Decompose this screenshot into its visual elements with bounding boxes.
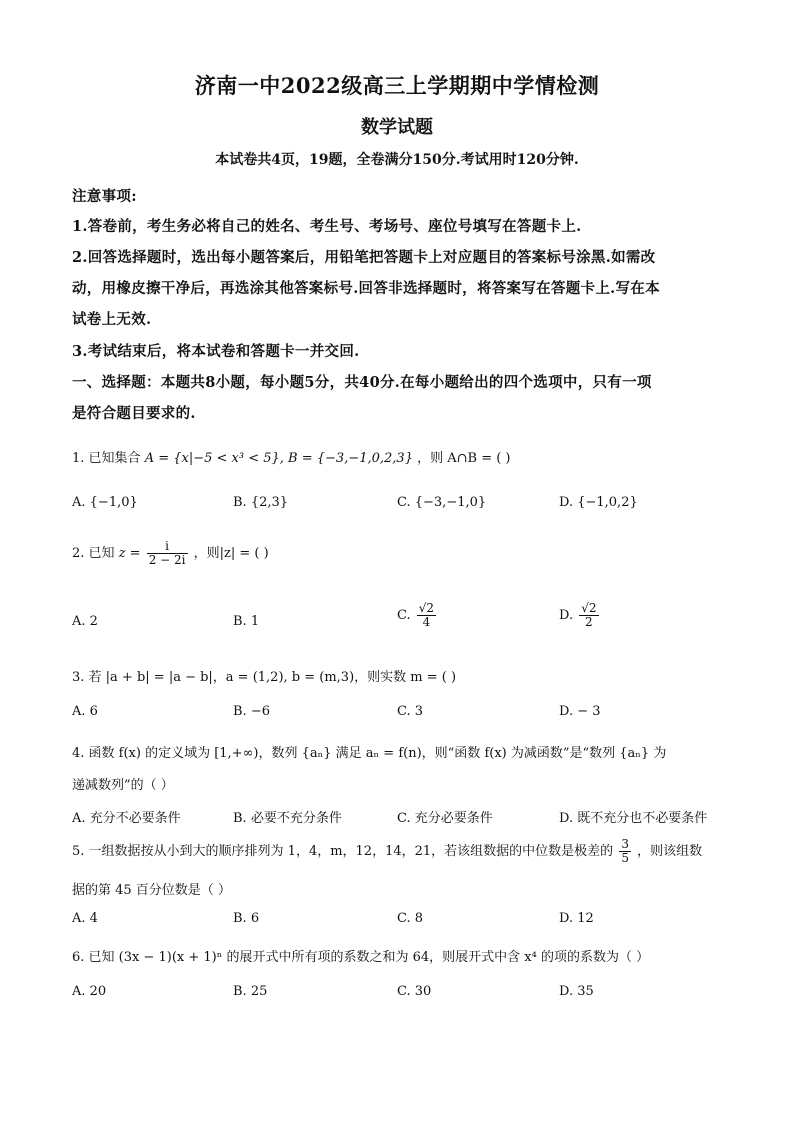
option-c-label: C. bbox=[397, 608, 411, 624]
option-c-fraction bbox=[417, 602, 436, 629]
note-item-3: 3.考试结束后，将本试卷和答题卡一并交回. bbox=[72, 343, 360, 360]
fraction-denominator: 2 bbox=[579, 615, 598, 629]
question-5-text-a: 5. 一组数据按从小到大的顺序排列为 1，4，m，12，14，21，若该组数据的中位数是极差的 bbox=[72, 844, 614, 860]
question-2-option-b: B. 1 bbox=[233, 614, 260, 629]
question-4-option-a: A. 充分不必要条件 bbox=[72, 811, 181, 826]
fraction-denominator: 5 bbox=[621, 851, 629, 866]
question-3-option-b: B. −6 bbox=[233, 704, 270, 719]
question-5-stem-line-2: 据的第 45 百分位数是（ ） bbox=[72, 883, 231, 898]
question-5-option-d: D. 12 bbox=[559, 911, 594, 926]
question-5-option-c: C. 8 bbox=[397, 911, 424, 926]
fraction-numerator: 3 bbox=[621, 837, 629, 851]
question-2-fraction bbox=[147, 540, 188, 567]
question-1-stem bbox=[72, 447, 511, 466]
question-4-option-b: B. 必要不充分条件 bbox=[233, 811, 342, 826]
question-6-stem: 6. 已知 (3x − 1)(x + 1)ⁿ 的展开式中所有项的系数之和为 64，则展开式中含 x⁴ 的项的系数为（ ） bbox=[72, 950, 650, 965]
question-6-option-c: C. 30 bbox=[397, 984, 432, 999]
exam-info: 本试卷共4页，19题，全卷满分150分.考试用时120分钟. bbox=[215, 152, 579, 168]
subject-title: 数学试题 bbox=[361, 117, 433, 138]
question-1-option-c: C. {−3,−1,0} bbox=[397, 495, 487, 510]
question-6-option-b: B. 25 bbox=[233, 984, 268, 999]
question-2-var: z = bbox=[118, 546, 141, 562]
question-1-option-d: D. {−1,0,2} bbox=[559, 495, 638, 510]
question-4-option-c: C. 充分必要条件 bbox=[397, 811, 493, 826]
question-5-stem-line-1 bbox=[72, 838, 702, 865]
note-item-1: 1.答卷前，考生务必将自己的姓名、考生号、考场号、座位号填写在答题卡上. bbox=[72, 218, 582, 235]
fraction-numerator: i bbox=[165, 539, 170, 553]
question-2-stem bbox=[72, 540, 269, 567]
question-3-option-c: C. 3 bbox=[397, 704, 424, 719]
note-item-2-line-2: 动，用橡皮擦干净后，再选涂其他答案标号.回答非选择题时，将答案写在答题卡上.写在本 bbox=[72, 280, 660, 297]
question-4-option-d: D. 既不充分也不必要条件 bbox=[559, 811, 708, 826]
question-6-option-d: D. 35 bbox=[559, 984, 594, 999]
exam-title: 济南一中2022级高三上学期期中学情检测 bbox=[194, 73, 600, 98]
question-5-fraction bbox=[619, 838, 631, 865]
question-6-option-a: A. 20 bbox=[72, 984, 107, 999]
fraction-denominator: 2 − 2i bbox=[148, 553, 186, 568]
question-1-option-b: B. {2,3} bbox=[233, 495, 289, 510]
fraction-numerator: √2 bbox=[418, 601, 435, 615]
question-3-option-a: A. 6 bbox=[72, 704, 98, 719]
question-1-suffix: ，则 A∩B = ( ) bbox=[417, 451, 511, 466]
question-3-option-d: D. − 3 bbox=[559, 704, 601, 719]
question-2-option-c bbox=[397, 602, 438, 629]
question-5-text-b: ，则该组数 bbox=[637, 844, 703, 860]
question-2-suffix: ，则|z| = ( ) bbox=[193, 546, 269, 562]
option-d-fraction bbox=[579, 602, 598, 629]
question-5-option-b: B. 6 bbox=[233, 911, 260, 926]
question-5-option-a: A. 4 bbox=[72, 911, 98, 926]
question-2-option-d bbox=[559, 602, 601, 629]
fraction-denominator: 4 bbox=[417, 615, 436, 629]
question-1-math: A = {x|−5 < x³ < 5}, B = {−3,−1,0,2,3} bbox=[144, 451, 413, 466]
question-1-prefix: 1. 已知集合 bbox=[72, 451, 141, 466]
question-4-stem-line-1: 4. 函数 f(x) 的定义域为 [1,+∞)，数列 {aₙ} 满足 aₙ = f(n)，则“函数 f(x) 为减函数”是“数列 {aₙ} 为 bbox=[72, 746, 667, 761]
question-3-stem: 3. 若 |a + b| = |a − b|，a = (1,2), b = (m,3)，则实数 m = ( ) bbox=[72, 670, 457, 685]
question-2-option-a: A. 2 bbox=[72, 614, 98, 629]
question-1-option-a: A. {−1,0} bbox=[72, 495, 138, 510]
note-item-2-line-3: 试卷上无效. bbox=[72, 311, 152, 328]
section-heading-line-1: 一、选择题：本题共8小题，每小题5分，共40分.在每小题给出的四个选项中，只有一项 bbox=[72, 374, 652, 391]
notes-heading: 注意事项: bbox=[72, 188, 137, 205]
option-d-label: D. bbox=[559, 608, 574, 624]
question-4-stem-line-2: 递减数列”的（ ） bbox=[72, 778, 174, 793]
section-heading-line-2: 是符合题目要求的. bbox=[72, 405, 196, 422]
question-2-prefix: 2. 已知 bbox=[72, 546, 115, 562]
fraction-numerator: √2 bbox=[581, 601, 597, 615]
note-item-2-line-1: 2.回答选择题时，选出每小题答案后，用铅笔把答题卡上对应题目的答案标号涂黑.如需改 bbox=[72, 249, 656, 266]
